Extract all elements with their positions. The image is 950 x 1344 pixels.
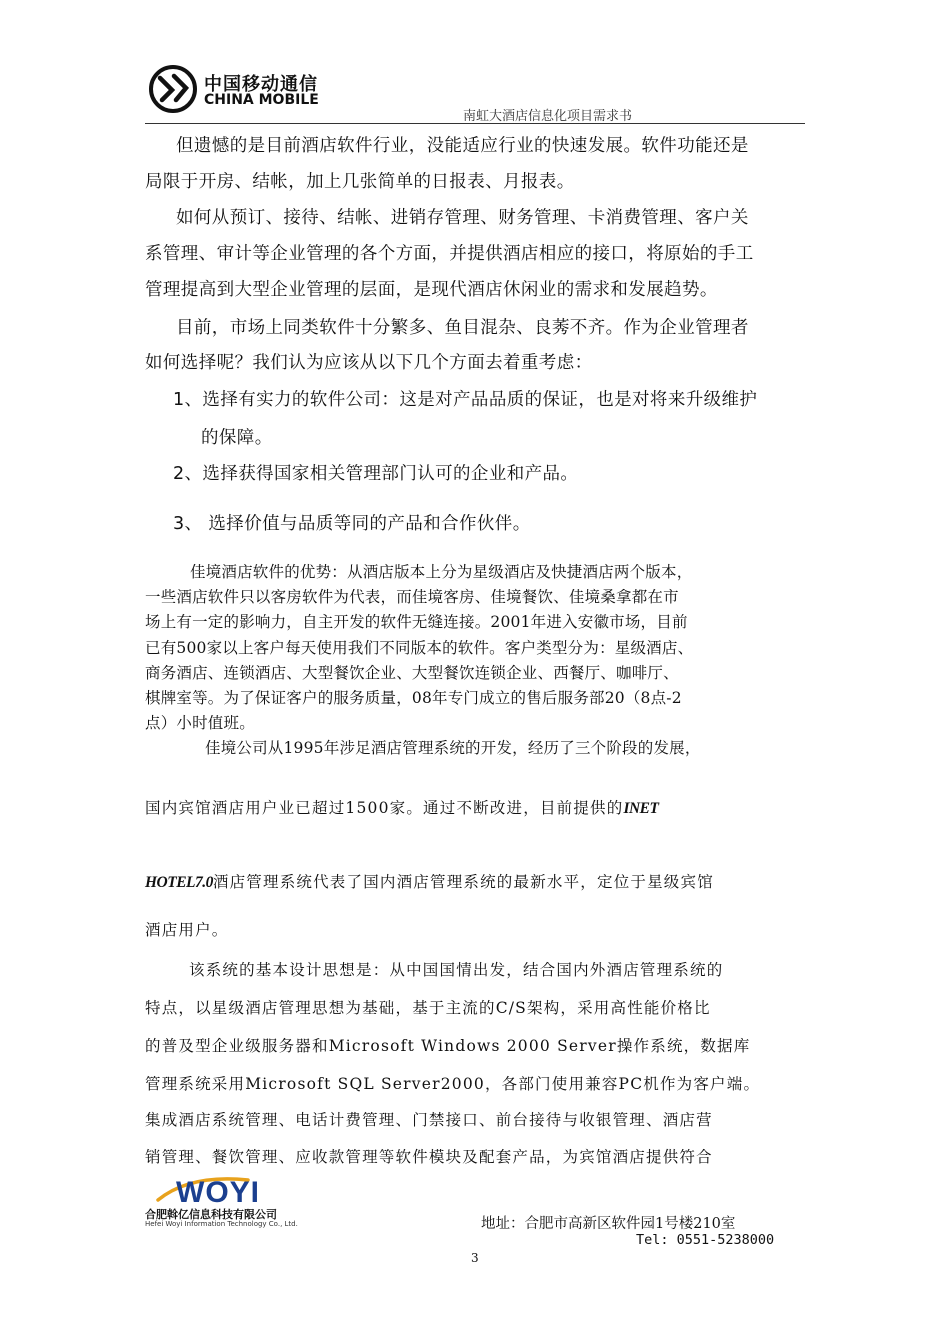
page-number: 3 [471, 1251, 479, 1265]
para5-text: 国内宾馆酒店用户业已超过1500家。通过不断改进，目前提供的 [145, 799, 624, 817]
para5-line: 佳境公司从1995年涉足酒店管理系统的开发，经历了三个阶段的发展， [205, 739, 701, 757]
woyi-logo-wordmark: WOYI [176, 1176, 260, 1209]
para2-line: 如何从预订、接待、结帐、进销存管理、财务管理、卡消费管理、客户关 [176, 208, 749, 228]
para5-line [145, 870, 714, 892]
para4-line: 一些酒店软件只以客房软件为代表，而佳境客房、佳境餐饮、佳境桑拿都在市 [145, 588, 679, 606]
para6-line: 该系统的基本设计思想是：从中国国情出发，结合国内外酒店管理系统的 [189, 961, 724, 979]
para3-line: 如何选择呢？我们认为应该从以下几个方面去着重考虑： [145, 353, 593, 373]
para5-line [145, 796, 659, 818]
para1-line: 局限于开房、结帐，加上几张简单的日报表、月报表。 [145, 172, 575, 192]
header-doc-title: 南虹大酒店信息化项目需求书 [463, 109, 633, 124]
header-company-cn: 中国移动通信 [204, 74, 318, 95]
list-item-continuation: 的保障。 [201, 428, 273, 448]
para6-line: 特点，以星级酒店管理思想为基础，基于主流的C/S架构，采用高性能价格比 [145, 999, 711, 1017]
list-item: 2、选择获得国家相关管理部门认可的企业和产品。 [173, 464, 579, 484]
list-item: 1、选择有实力的软件公司：这是对产品品质的保证，也是对将来升级维护 [173, 390, 758, 410]
header-divider [145, 123, 805, 124]
product-name-inet: INET [623, 800, 659, 817]
para6-line: 管理系统采用Microsoft SQL Server2000，各部门使用兼容PC机作为客户端。 [145, 1075, 761, 1093]
china-mobile-logo-icon [148, 64, 198, 114]
para6-line: 集成酒店系统管理、电话计费管理、门禁接口、前台接待与收银管理、酒店营 [145, 1111, 713, 1129]
para4-line: 点）小时值班。 [145, 714, 255, 732]
list-item: 3、 选择价值与品质等同的产品和合作伙伴。 [173, 514, 531, 534]
para2-line: 系管理、审计等企业管理的各个方面，并提供酒店相应的接口，将原始的手工 [145, 244, 754, 264]
para1-line: 但遗憾的是目前酒店软件行业，没能适应行业的快速发展。软件功能还是 [176, 136, 749, 156]
para4-line: 商务酒店、连锁酒店、大型餐饮企业、大型餐饮连锁企业、西餐厅、咖啡厅、 [145, 664, 679, 682]
para4-line: 佳境酒店软件的优势：从酒店版本上分为星级酒店及快捷酒店两个版本， [190, 563, 693, 581]
para4-line: 已有500家以上客户每天使用我们不同版本的软件。客户类型分为：星级酒店、 [145, 639, 694, 657]
footer-tel: Tel: 0551-5238000 [636, 1232, 775, 1248]
footer-company-cn: 合肥斡亿信息科技有限公司 [145, 1208, 277, 1221]
footer-address: 地址：合肥市高新区软件园1号楼210室 [481, 1216, 736, 1232]
para2-line: 管理提高到大型企业管理的层面，是现代酒店休闲业的需求和发展趋势。 [145, 280, 718, 300]
para6-line: 的普及型企业级服务器和Microsoft Windows 2000 Server操作系统，数据库 [145, 1037, 751, 1055]
para5-text: 酒店管理系统代表了国内酒店管理系统的最新水平，定位于星级宾馆 [212, 873, 714, 891]
para4-line: 棋牌室等。为了保证客户的服务质量，08年专门成立的售后服务部20（8点-2 [145, 689, 682, 707]
para5-line: 酒店用户。 [145, 921, 229, 939]
para6-line: 销管理、餐饮管理、应收款管理等软件模块及配套产品，为宾馆酒店提供符合 [145, 1148, 713, 1166]
footer-company-en: Hefei Woyi Information Technology Co., Ltd. [145, 1220, 298, 1228]
product-name-hotel: HOTEL7.0 [145, 874, 213, 891]
header-company-en: CHINA MOBILE [204, 92, 319, 108]
para3-line: 目前，市场上同类软件十分繁多、鱼目混杂、良莠不齐。作为企业管理者 [176, 318, 749, 338]
para4-line: 场上有一定的影响力，自主开发的软件无缝连接。2001年进入安徽市场，目前 [145, 613, 688, 631]
